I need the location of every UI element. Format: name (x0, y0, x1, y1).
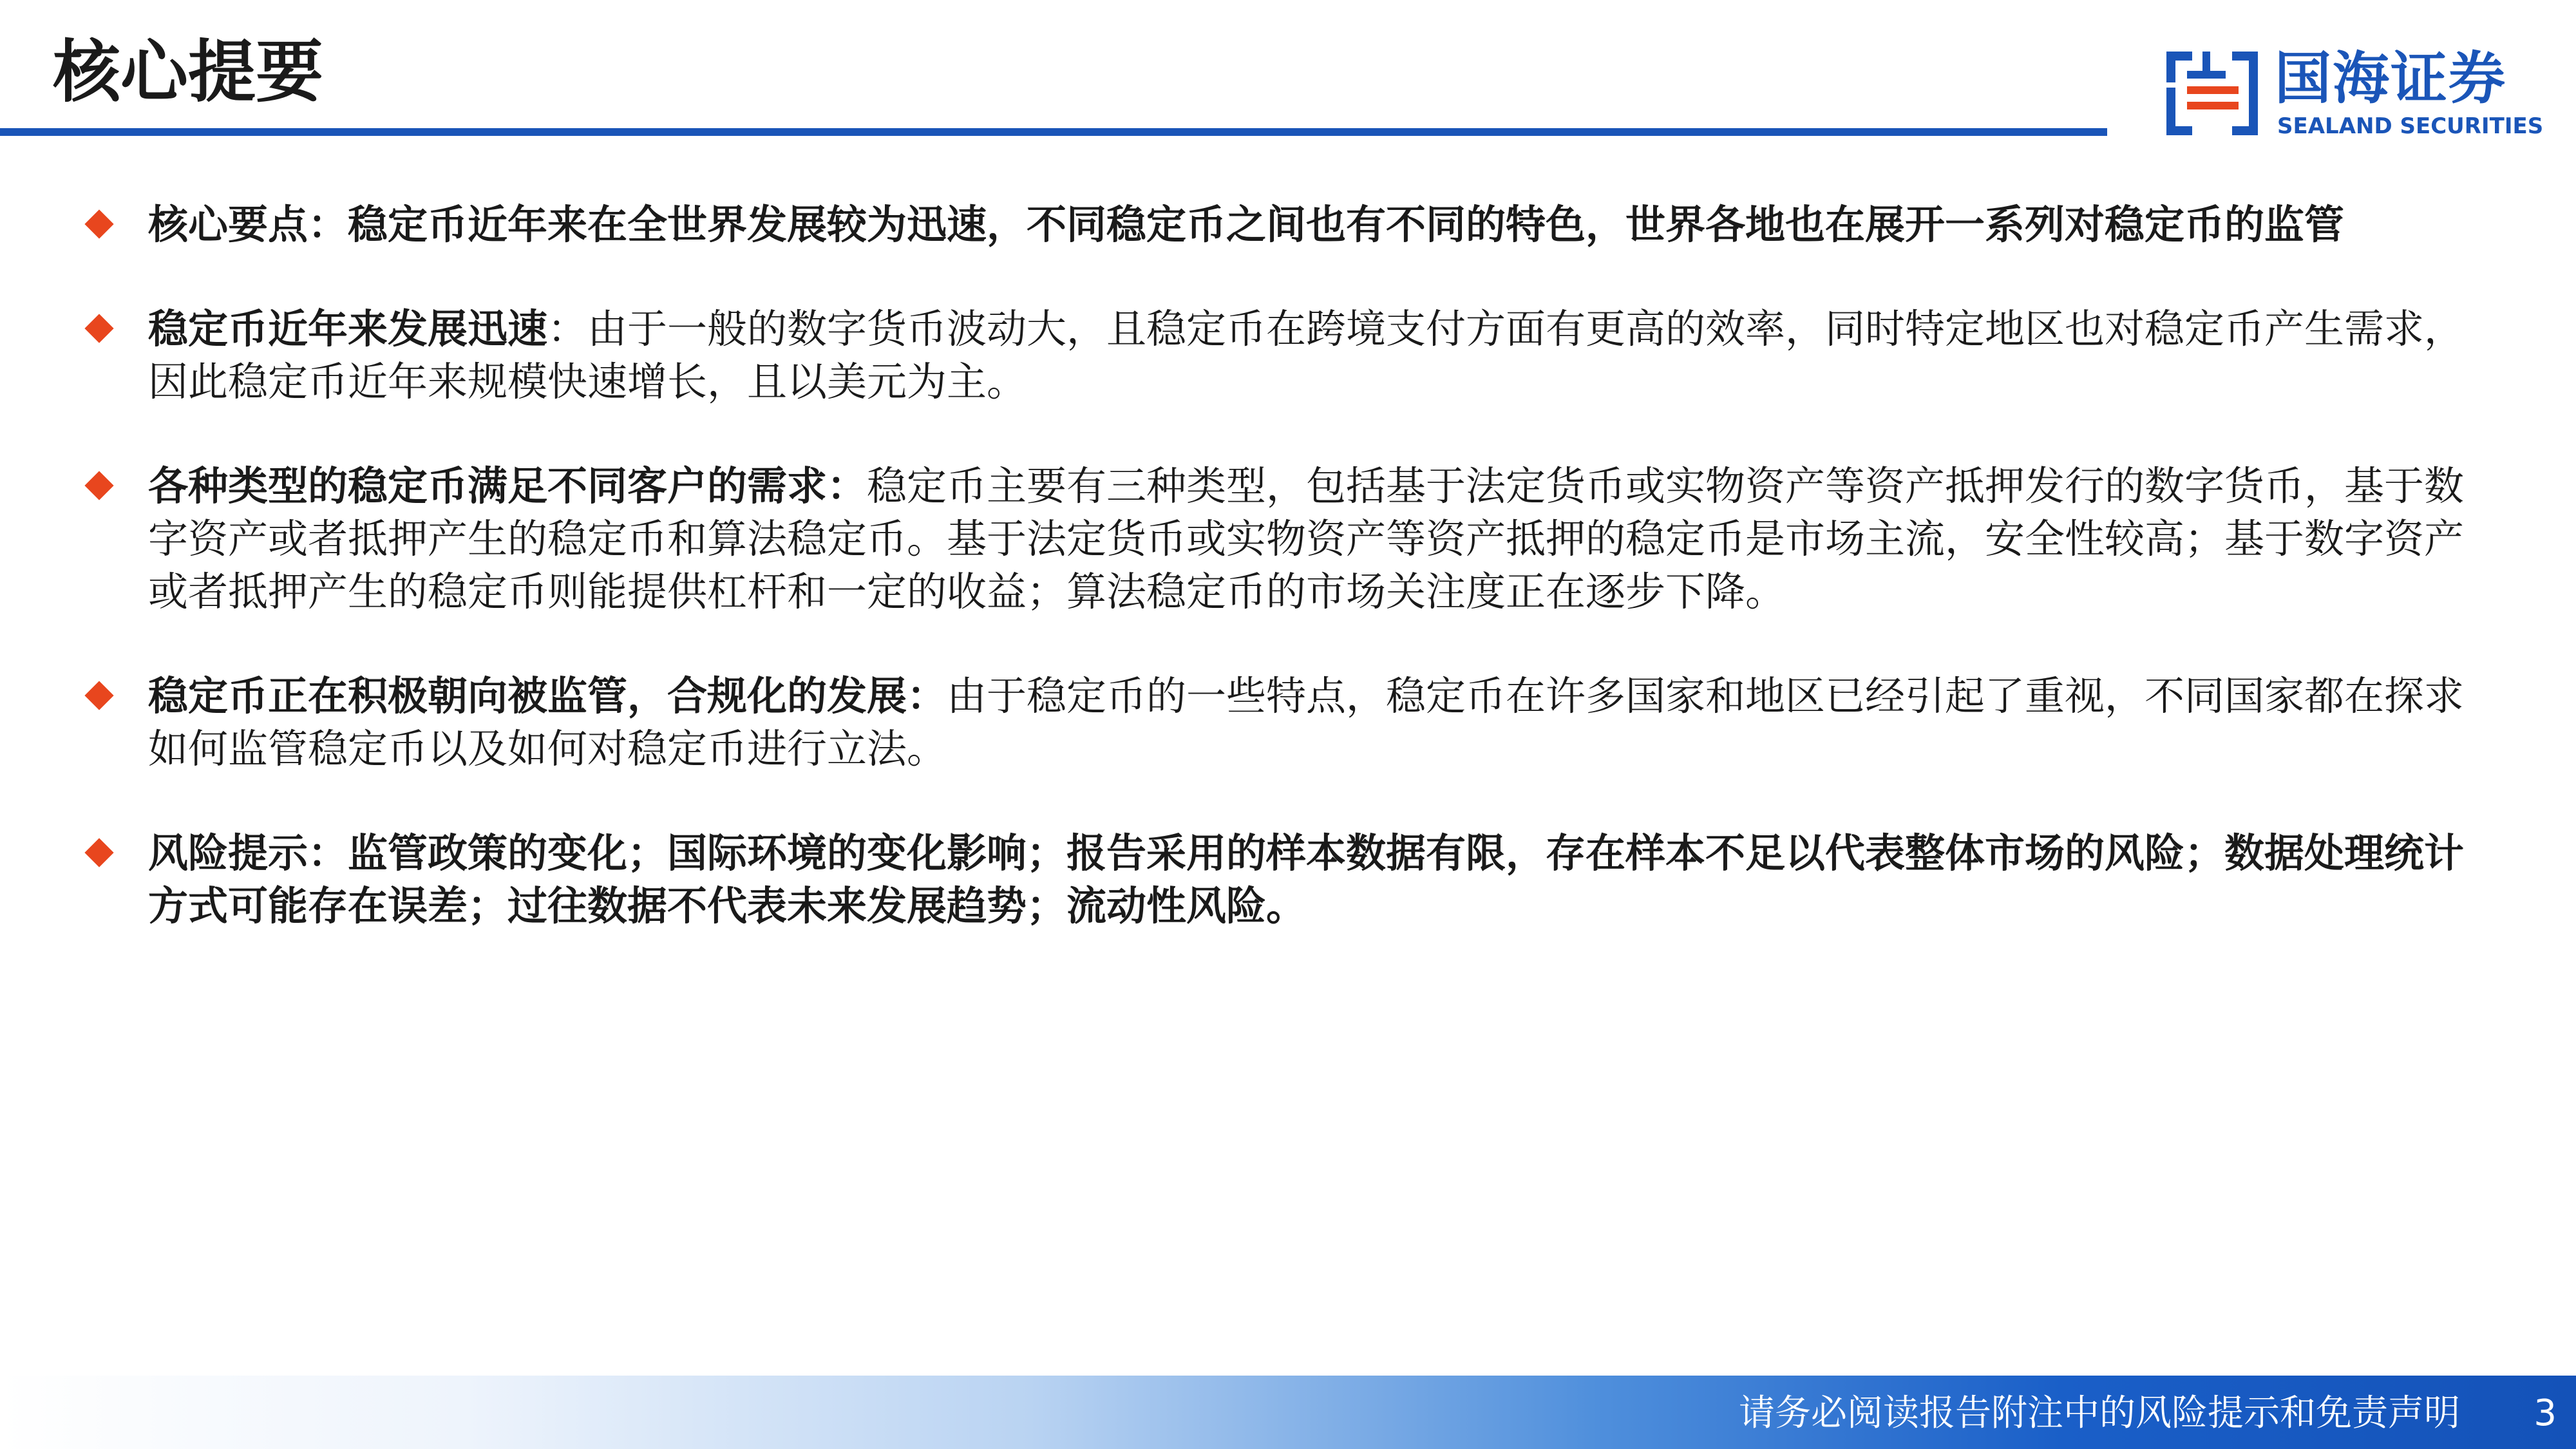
diamond-bullet-icon (84, 838, 113, 867)
bullet-lead: 稳定币正在积极朝向被监管，合规化的发展： (148, 672, 947, 719)
brand-logo (2164, 45, 2544, 142)
diamond-bullet-icon (84, 314, 113, 343)
diamond-bullet-icon (84, 471, 113, 500)
diamond-bullet-icon (84, 681, 113, 710)
list-item (77, 827, 2499, 933)
list-item (77, 303, 2499, 408)
list-item (77, 670, 2499, 775)
bullet-lead: 稳定币近年来发展迅速 (148, 305, 548, 352)
sealand-logo-icon (2164, 49, 2260, 138)
list-item (77, 198, 2499, 251)
bullet-lead: 各种类型的稳定币满足不同客户的需求： (148, 462, 867, 509)
bullet-lead: 核心要点：稳定币近年来在全世界发展较为迅速，不同稳定币之间也有不同的特色，世界各地也在展开一系列对稳定币的监管 (148, 201, 2345, 248)
diamond-bullet-icon (84, 209, 113, 238)
title-divider (0, 128, 2107, 136)
bullet-text: ：由于一般的数字货币波动大，且稳定币在跨境支付方面有更高的效率，同时特定地区也对稳定币产生需求，因此稳定币近年来规模快速增长，且以美元为主。 (148, 305, 2465, 405)
brand-name-en: SEALAND SECURITIES (2277, 113, 2544, 139)
footer-disclaimer: 请务必阅读报告附注中的风险提示和免责声明 (1739, 1392, 2460, 1434)
bullet-lead: 风险提示：监管政策的变化；国际环境的变化影响；报告采用的样本数据有限，存在样本不足以代表整体市场的风险；数据处理统计方式可能存在误差；过往数据不代表未来发展趋势；流动性风险。 (148, 829, 2465, 929)
page-title: 核心提要 (53, 33, 324, 111)
list-item (77, 460, 2499, 618)
page-number: 3 (2533, 1392, 2557, 1434)
bullet-text: 由于稳定币的一些特点，稳定币在许多国家和地区已经引起了重视，不同国家都在探求如何监管稳定币以及如何对稳定币进行立法。 (148, 672, 2465, 772)
bullet-text: 稳定币主要有三种类型，包括基于法定货币或实物资产等资产抵押发行的数字货币，基于数字资产或者抵押产生的稳定币和算法稳定币。基于法定货币或实物资产等资产抵押的稳定币是市场主流，安全性较高；基于数字资产或者抵押产生的稳定币则能提供杠杆和一定的收益；算法稳定币的市场关注度正在逐步下降。 (148, 462, 2465, 615)
key-points-list (77, 198, 2499, 933)
brand-name-cn: 国海证券 (2275, 45, 2507, 111)
